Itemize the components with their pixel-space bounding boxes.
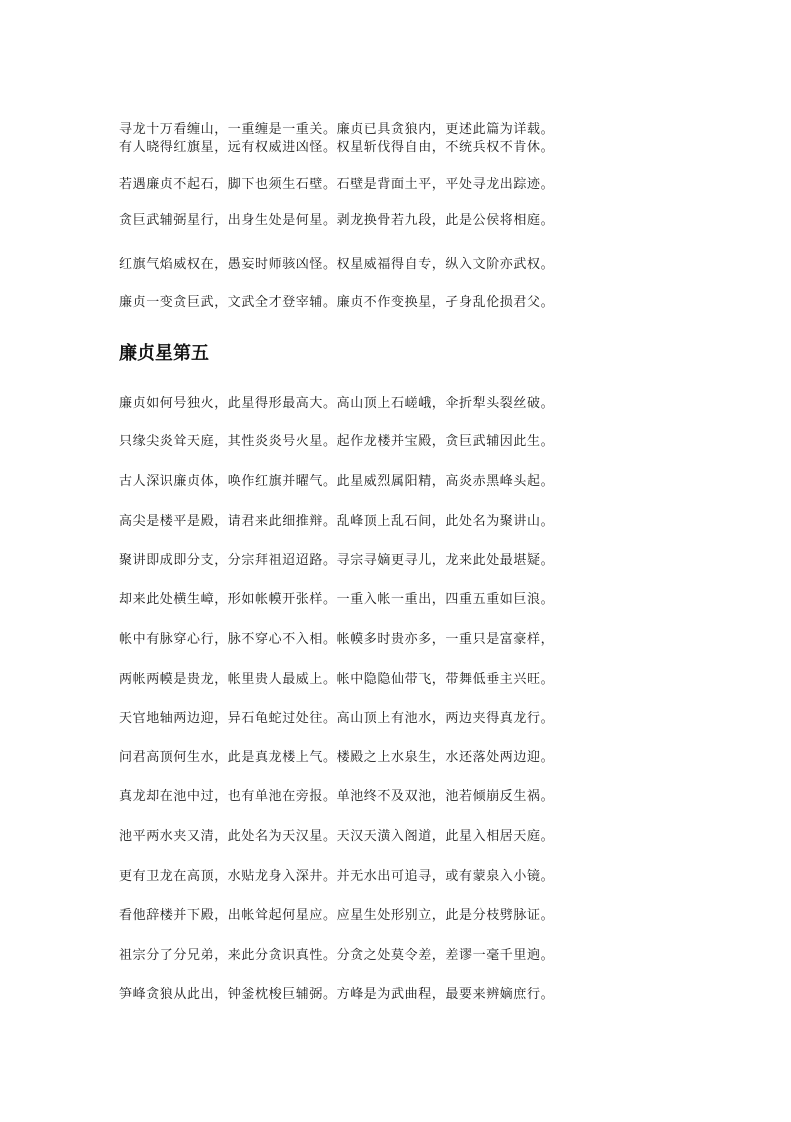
text-line: 聚讲即成即分支，分宗拜祖迢迢路。寻宗寻嫡更寻儿，龙来此处最堪疑。 (119, 553, 555, 568)
section-heading: 廉贞星第五 (119, 343, 209, 364)
text-line: 廉贞如何号独火，此星得形最高大。高山顶上石嵯峨，伞折犁头裂丝破。 (119, 396, 555, 411)
text-line: 看他辞楼并下殿，出帐耸起何星应。应星生处形别立，此是分枝劈脉证。 (119, 908, 555, 923)
text-line: 若遇廉贞不起石，脚下也须生石壁。石壁是背面土平，平处寻龙出踪迹。 (119, 177, 555, 192)
text-line: 红旗气焰威权在，愚妄时师骇凶怪。权星威福得自专，纵入文阶亦武权。 (119, 257, 555, 272)
text-line: 帐中有脉穿心行，脉不穿心不入相。帐幙多时贵亦多，一重只是富豪样， (119, 632, 555, 647)
text-line: 贪巨武辅弼星行，出身生处是何星。剥龙换骨若九段，此是公侯将相庭。 (119, 213, 555, 228)
text-line: 廉贞一变贪巨武，文武全才登宰辅。廉贞不作变换星，孑身乱伦损君父。 (119, 295, 555, 310)
text-line: 天官地轴两边迎，异石龟蛇过处往。高山顶上有池水，两边夹得真龙行。 (119, 711, 555, 726)
text-line: 却来此处横生嶂，形如帐幙开张样。一重入帐一重出，四重五重如巨浪。 (119, 592, 555, 607)
text-line: 古人深识廉贞体，唤作红旗并曜气。此星威烈属阳精，高炎赤黑峰头起。 (119, 474, 555, 489)
text-line: 两帐两幙是贵龙，帐里贵人最威上。帐中隐隐仙带飞，带舞低垂主兴旺。 (119, 672, 555, 687)
text-line: 祖宗分了分兄弟，来此分贪识真性。分贪之处莫令差，差谬一毫千里逈。 (119, 948, 555, 963)
text-line: 笋峰贪狼从此出，钟釜枕梭巨辅弼。方峰是为武曲程，最要来辨嫡庶行。 (119, 987, 555, 1002)
text-line: 池平两水夹又清，此处名为天汉星。天汉天潢入阁道，此星入相居天庭。 (119, 829, 555, 844)
text-line: 寻龙十万看缠山，一重缠是一重关。廉贞已具贪狼内，更述此篇为详载。 (119, 122, 555, 137)
text-line: 有人晓得红旗星，远有权威进凶怪。权星斩伐得自由，不统兵权不肯休。 (119, 140, 555, 155)
text-line: 问君高顶何生水，此是真龙楼上气。楼殿之上水泉生，水还落处两边迎。 (119, 750, 555, 765)
text-line: 只缘尖炎耸天庭，其性炎炎号火星。起作龙楼并宝殿，贪巨武辅因此生。 (119, 434, 555, 449)
text-line: 高尖是楼平是殿，请君来此细推辩。乱峰顶上乱石间，此处名为聚讲山。 (119, 514, 555, 529)
text-line: 更有卫龙在高顶，水贴龙身入深井。并无水出可追寻，或有蒙泉入小镜。 (119, 869, 555, 884)
text-line: 真龙却在池中过，也有单池在旁报。单池终不及双池，池若倾崩反生祸。 (119, 789, 555, 804)
